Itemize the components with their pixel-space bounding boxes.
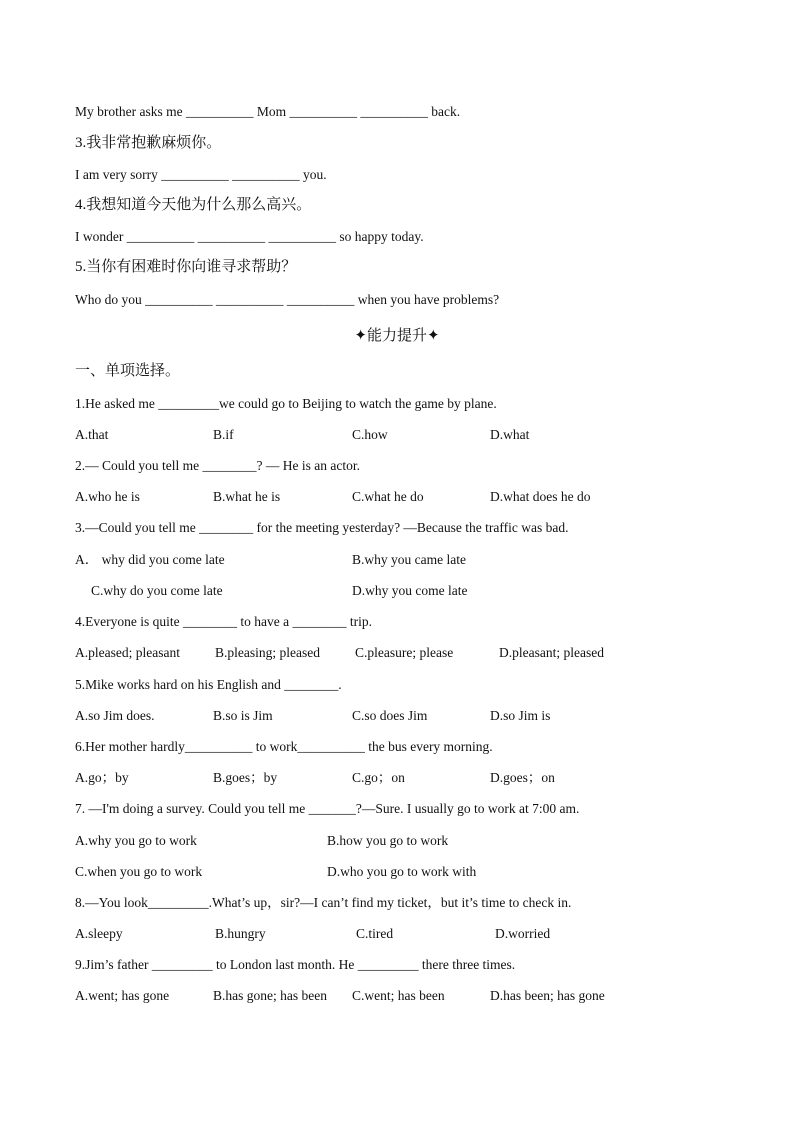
option-c: C.what he do: [352, 489, 424, 504]
option-b: B.pleasing; pleased: [215, 645, 320, 660]
question-prompt-cn: 4.我想知道今天他为什么那么高兴。: [75, 197, 312, 213]
option-a: A.who he is: [75, 489, 140, 504]
option-b: B.what he is: [213, 489, 281, 504]
option-b: B.how you go to work: [327, 833, 449, 848]
option-b: B.hungry: [215, 926, 266, 941]
option-d: D.worried: [495, 926, 551, 941]
option-c: C.so does Jim: [352, 708, 428, 723]
option-c: C.went; has been: [352, 988, 445, 1003]
option-d: D.goes；on: [490, 770, 555, 785]
option-b: B.goes；by: [213, 770, 278, 785]
option-c: C.how: [352, 427, 388, 442]
option-d: D.what does he do: [490, 489, 591, 504]
question-stem: 4.Everyone is quite ________ to have a ________ trip.: [75, 614, 372, 629]
option-a: A.go；by: [75, 770, 129, 785]
sentence-line: Who do you __________ __________ __________ when you have problems?: [75, 292, 500, 307]
option-a: A． why did you come late: [75, 552, 225, 567]
question-stem: 2.— Could you tell me ________? — He is an actor.: [75, 458, 360, 473]
option-d: D.who you go to work with: [327, 864, 477, 879]
question-stem: 3.—Could you tell me ________ for the meeting yesterday? —Because the traffic was bad.: [75, 520, 569, 535]
option-d: D.has been; has gone: [490, 988, 605, 1003]
option-a: A.went; has gone: [75, 988, 170, 1003]
sentence-line: My brother asks me __________ Mom __________ __________ back.: [75, 104, 461, 119]
section-heading: ✦能力提升✦: [354, 328, 440, 344]
option-a: A.so Jim does.: [75, 708, 155, 723]
option-b: B.why you came late: [352, 552, 466, 567]
part-heading: 一、单项选择。: [75, 363, 181, 379]
option-d: D.pleasant; pleased: [499, 645, 604, 660]
option-c: C.tired: [356, 926, 394, 941]
option-d: D.so Jim is: [490, 708, 551, 723]
option-d: D.why you come late: [352, 583, 468, 598]
option-b: B.if: [213, 427, 234, 442]
option-c: C.go；on: [352, 770, 405, 785]
question-stem: 8.—You look_________.What’s up，sir?—I can’t find my ticket，but it’s time to check in.: [75, 895, 572, 910]
option-c: C.when you go to work: [75, 864, 203, 879]
option-a: A.pleased; pleasant: [75, 645, 180, 660]
question-prompt-cn: 3.我非常抱歉麻烦你。: [75, 135, 222, 151]
sentence-line: I wonder __________ __________ __________ so happy today.: [75, 229, 424, 244]
question-stem: 9.Jim’s father _________ to London last month. He _________ there three times.: [75, 957, 516, 972]
option-a: A.sleepy: [75, 926, 123, 941]
option-b: B.has gone; has been: [213, 988, 327, 1003]
option-d: D.what: [490, 427, 530, 442]
sentence-line: I am very sorry __________ __________ you.: [75, 167, 327, 182]
question-stem: 5.Mike works hard on his English and ________.: [75, 677, 342, 692]
question-stem: 7. —I'm doing a survey. Could you tell me _______?—Sure. I usually go to work at 7:00 am.: [75, 801, 580, 816]
question-stem: 6.Her mother hardly__________ to work__________ the bus every morning.: [75, 739, 493, 754]
question-prompt-cn: 5.当你有困难时你向谁寻求帮助？: [75, 259, 297, 275]
option-c: C.pleasure; please: [355, 645, 454, 660]
question-stem: 1.He asked me _________we could go to Beijing to watch the game by plane.: [75, 396, 497, 411]
option-a: A.that: [75, 427, 109, 442]
option-a: A.why you go to work: [75, 833, 197, 848]
option-b: B.so is Jim: [213, 708, 273, 723]
option-c: C.why do you come late: [91, 583, 223, 598]
